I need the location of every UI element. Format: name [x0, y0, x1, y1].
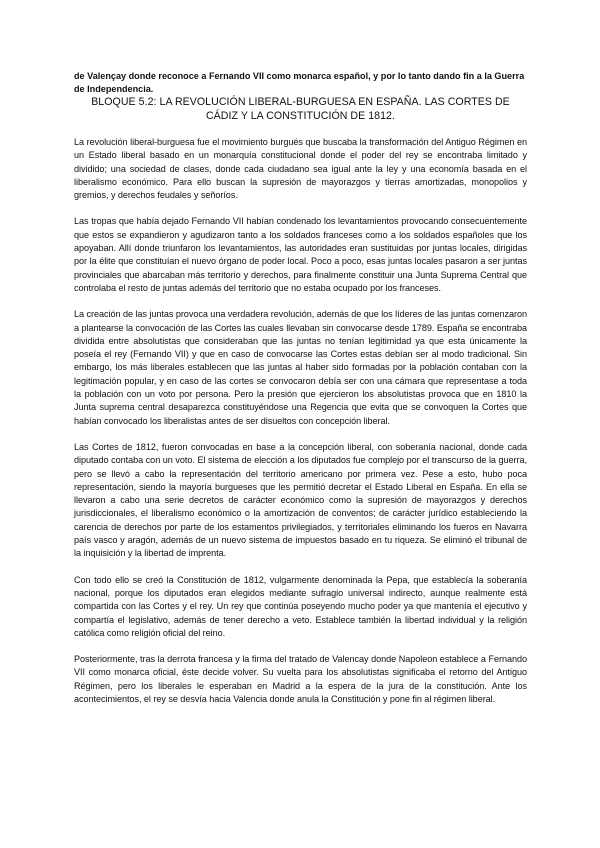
section-heading: BLOQUE 5.2: LA REVOLUCIÓN LIBERAL-BURGUESA EN ESPAÑA. LAS CORTES DE CÁDIZ Y LA CONSTITUCIÓN DE 1812.: [91, 96, 510, 122]
paragraph-revolucion-liberal: La revolución liberal-burguesa fue el movimiento burgués que buscaba la transformación del Antiguo Régimen en un Estado liberal basado en un monarquía constitucional donde el poder del rey se encontraba limitado y dividido; una sociedad de clases, donde cada ciudadano sea igual ante la ley y una economía basada en el liberalismo económico. Para ello buscan la supresión de mayorazgos y tierras amortizadas, monopolios y gremios, y derechos feudales y señoríos.: [74, 137, 527, 201]
paragraph-juntas: Las tropas que había dejado Fernando VII habían condenado los levantamientos provocando consecuentemente que estos se expandieron y agudizaron tanto a los soldados franceses como a los soldados españoles que los apoyaban. Allí donde triunfaron los levantamientos, las autoridades eran sustituidas por juntas locales, dirigidas por la élite que constituían el nuevo órgano de poder local. Poco a poco, esas juntas locales pasaron a ser juntas provinciales que abarcaban más territorio y derechos, para finalmente constituir una Junta Suprema Central que controlaba el resto de juntas además del territorio que no estaba ocupado por los franceses.: [74, 216, 527, 293]
paragraph-constitucion: Con todo ello se creó la Constitución de 1812, vulgarmente denominada la Pepa, que establecía la soberanía nacional, porque los diputados eran elegidos mediante sufragio universal indirecto, aunque realmente está compartida con las Cortes y el rey. Un rey que continúa poseyendo mucho poder ya que mantenía el ejecutivo y compartía el legislativo, además de tener derecho a veto. Establece también la libertad individual y la religión católica como religión oficial del reino.: [74, 574, 527, 638]
paragraph-cortes-1812: Las Cortes de 1812, fueron convocadas en base a la concepción liberal, con soberanía nacional, donde cada diputado contaba con un voto. El sistema de elección a los diputados fue complejo por el transcurso de la guerra, pero se llevó a cabo la representación del territorio americano por primera vez. Pese a esto, hubo poca representación, siendo la mayoría burgueses que les permitió decretar el Estado Liberal en España. En ella se llevaron a cabo una serie decretos de carácter económico como la supresión de mayorazgos y derechos jurisdiccionales, el liberalismo económico o la amortización de conventos; de carácter jurídico estableciendo la carencia de derechos por parte de los estamentos privilegiados, y territoriales eliminando los fueros en Navarra país vasco y aragón, además de un nuevo sistema de impuestos basado en tu riqueza. Se eliminó el tribunal de la inquisición y la libertad de imprenta.: [74, 441, 527, 559]
paragraph-posteriormente: Posteriormente, tras la derrota francesa y la firma del tratado de Valencay donde Napoleon establece a Fernando VII como monarca oficial, éste decide volver. Su vuelta para los absolutistas significaba el retorno del Antiguo Régimen, pero los liberales le esperaban en Madrid a la espera de la jura de la constitución. Ante los acontecimientos, el rey se desvía hacia Valencia donde anula la Constitución y pone fin al régimen liberal.: [74, 654, 527, 704]
document-body: [74, 70, 527, 706]
paragraph-creacion-juntas: La creación de las juntas provoca una verdadera revolución, además de que los líderes de las juntas comenzaron a plantearse la convocación de las Cortes las cuales llevaban sin convocarse desde 1789. España se encontraba dividida entre absolutistas que consideraban que las juntas no tenían legitimidad ya que esta únicamente la poseía el rey (Fernando VII) y que en caso de convocarse las Cortes estas debían ser al modo tradicional. Sin embargo, los más liberales establecen que las juntas al haber sido formadas por la población contaban con la legitimación popular, y en caso de las cortes se convocaron debía ser con una cámara que representase a toda la población con un voto por persona. Pero la presión que ejercieron los absolutistas provoca que en 1810 la Junta suprema central desaparezca constituyéndose una Regencia que evita que se convoquen la Cortes que habían convocado los liberalistas antes de ser disueltos con concepción liberal.: [74, 309, 528, 426]
intro-fragment: de Valençay donde reconoce a Fernando VII como monarca español, y por lo tanto dando fin a la Guerra de Independencia.: [74, 71, 525, 94]
